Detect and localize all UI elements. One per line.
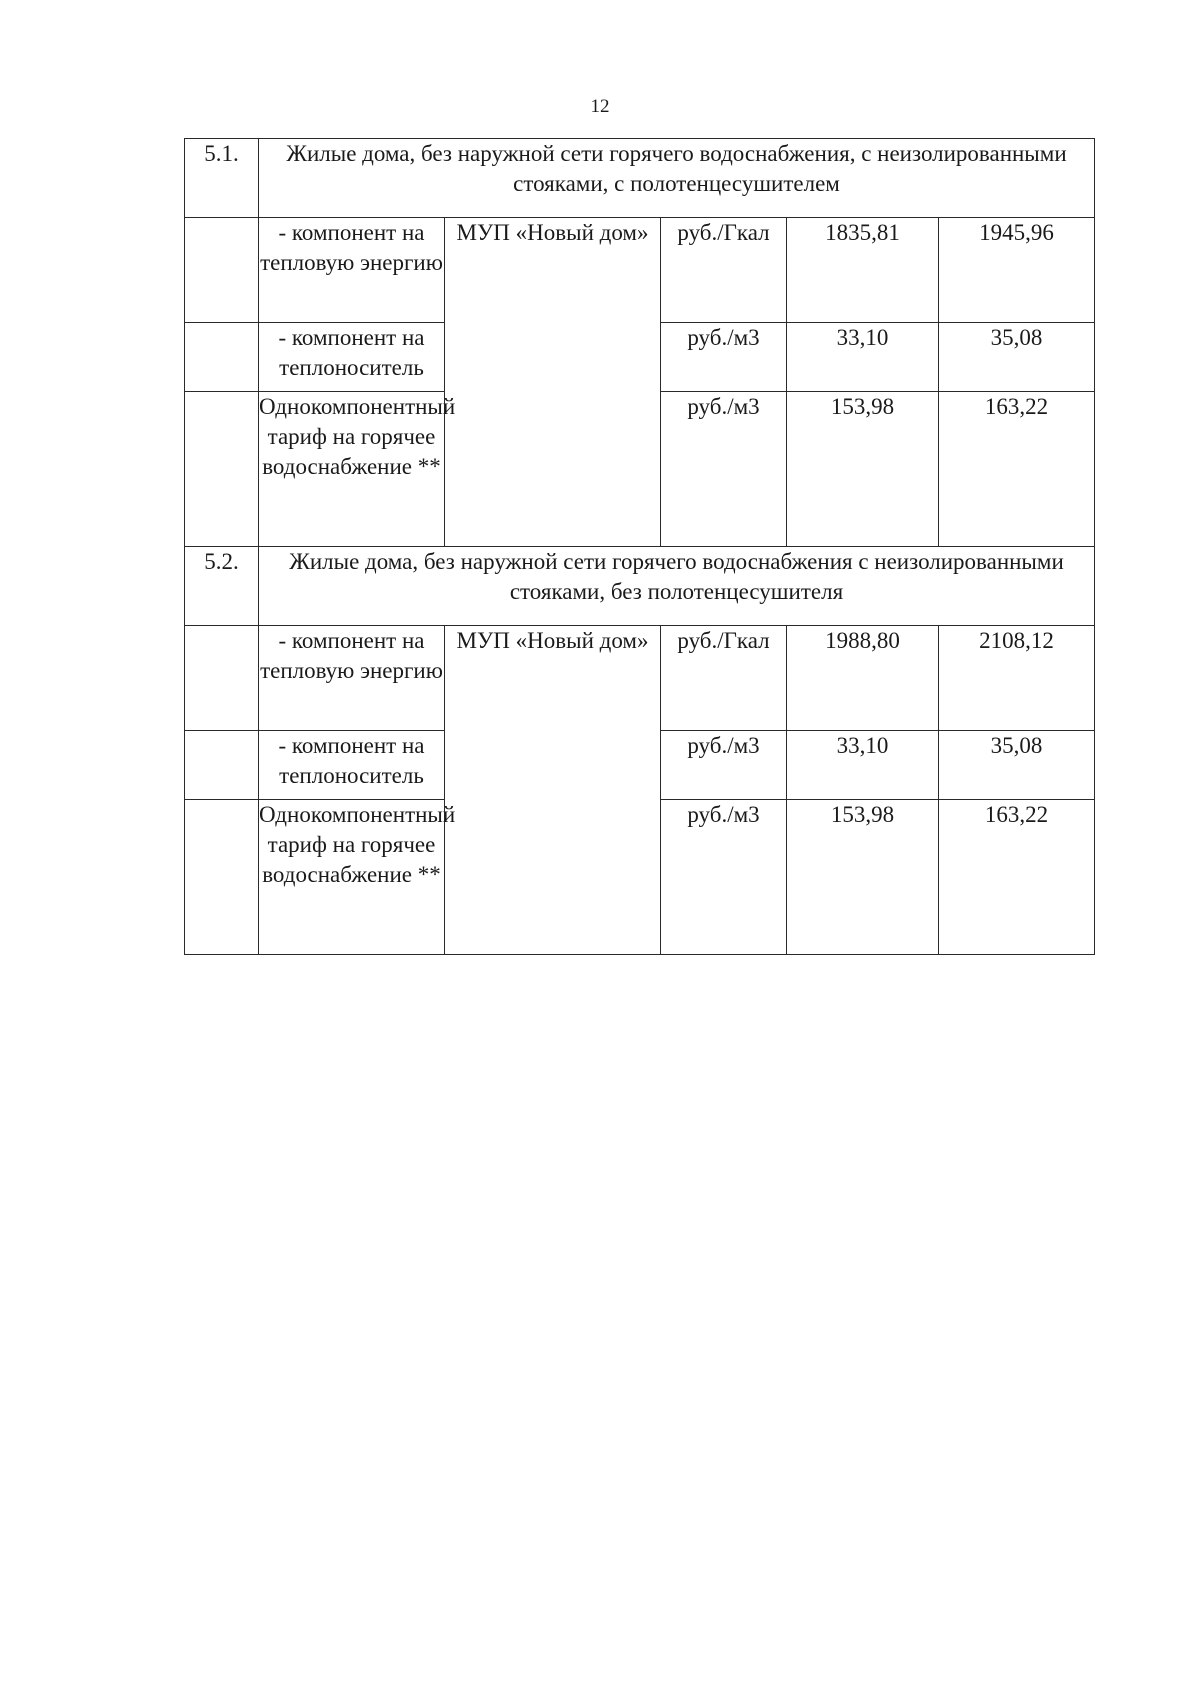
value-cell-2: 163,22 (939, 392, 1095, 547)
row-name: - компонент на тепловую энергию (259, 218, 445, 323)
empty-cell (185, 800, 259, 955)
value-cell-1: 33,10 (787, 323, 939, 392)
organization-cell: МУП «Новый дом» (445, 626, 661, 955)
value-cell-2: 2108,12 (939, 626, 1095, 731)
section-header-row (185, 139, 1095, 218)
row-name: Однокомпонентный тариф на горячее водоснабжение ** (259, 392, 445, 547)
unit-cell: руб./м3 (661, 392, 787, 547)
value-cell-1: 153,98 (787, 392, 939, 547)
empty-cell (185, 626, 259, 731)
table-row (185, 626, 1095, 731)
section-title: Жилые дома, без наружной сети горячего водоснабжения, с неизолированными стояками, с полотенцесушителем (259, 139, 1095, 218)
value-cell-1: 153,98 (787, 800, 939, 955)
unit-cell: руб./м3 (661, 323, 787, 392)
unit-cell: руб./м3 (661, 800, 787, 955)
table-row (185, 218, 1095, 323)
section-header-row (185, 547, 1095, 626)
page-number: 12 (590, 96, 610, 117)
value-cell-1: 33,10 (787, 731, 939, 800)
tariff-table (184, 138, 1095, 955)
value-cell-2: 35,08 (939, 323, 1095, 392)
empty-cell (185, 218, 259, 323)
value-cell-2: 163,22 (939, 800, 1095, 955)
row-name: - компонент на теплоноситель (259, 323, 445, 392)
unit-cell: руб./Гкал (661, 218, 787, 323)
unit-cell: руб./м3 (661, 731, 787, 800)
value-cell-2: 35,08 (939, 731, 1095, 800)
row-name: - компонент на тепловую энергию (259, 626, 445, 731)
section-number: 5.1. (185, 139, 259, 218)
unit-cell: руб./Гкал (661, 626, 787, 731)
empty-cell (185, 731, 259, 800)
row-name: - компонент на теплоноситель (259, 731, 445, 800)
organization-cell: МУП «Новый дом» (445, 218, 661, 547)
empty-cell (185, 392, 259, 547)
section-title: Жилые дома, без наружной сети горячего водоснабжения с неизолированными стояками, без полотенцесушителя (259, 547, 1095, 626)
value-cell-1: 1988,80 (787, 626, 939, 731)
section-number: 5.2. (185, 547, 259, 626)
value-cell-2: 1945,96 (939, 218, 1095, 323)
row-name: Однокомпонентный тариф на горячее водоснабжение ** (259, 800, 445, 955)
empty-cell (185, 323, 259, 392)
value-cell-1: 1835,81 (787, 218, 939, 323)
